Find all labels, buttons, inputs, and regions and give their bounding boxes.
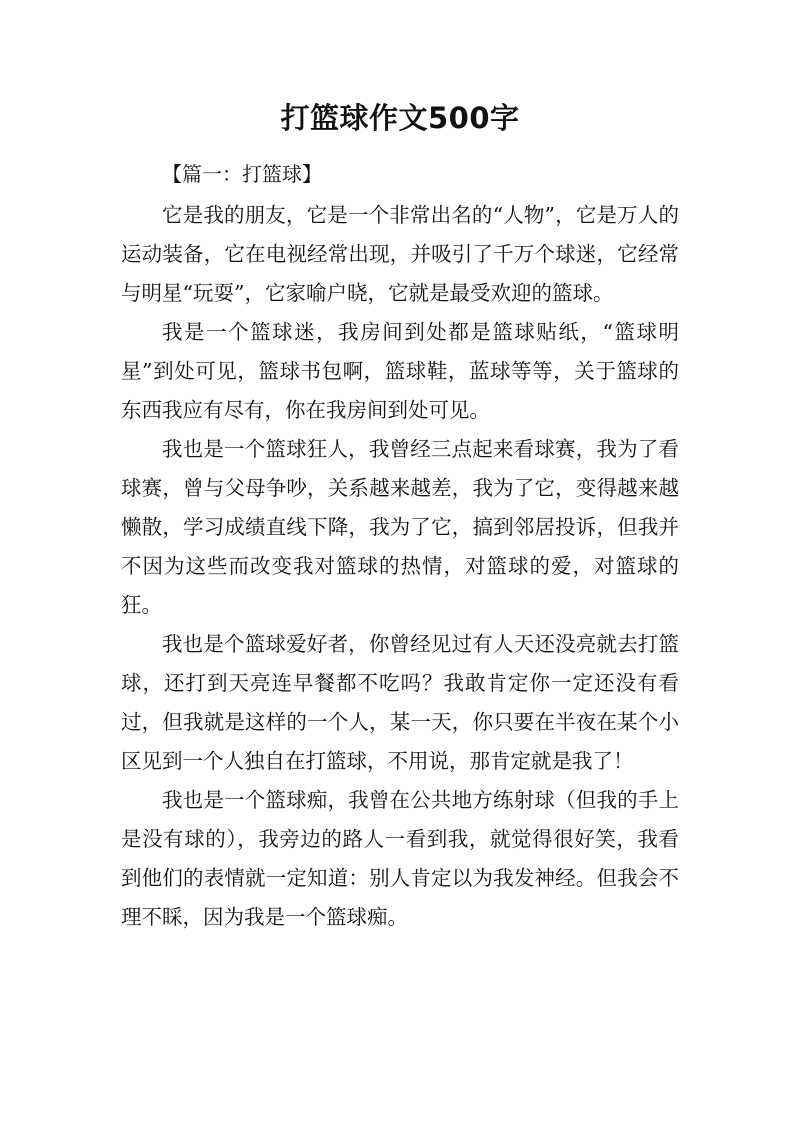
essay-body [121, 196, 679, 937]
paragraph: 我也是一个篮球狂人，我曾经三点起来看球赛，我为了看球赛，曾与父母争吵，关系越来越差，我为了它，变得越来越懒散，学习成绩直线下降，我为了它，搞到邻居投诉，但我并不因为这些而改变我对篮球的热情，对篮球的爱，对篮球的狂。 [121, 437, 679, 617]
paragraph: 它是我的朋友，它是一个非常出名的“人物”，它是万人的运动装备，它在电视经常出现，并吸引了千万个球迷，它经常与明星“玩耍”，它家喻户晓，它就是最受欢迎的篮球。 [121, 203, 679, 305]
paragraph: 我是一个篮球迷，我房间到处都是篮球贴纸，“篮球明星”到处可见，篮球书包啊，篮球鞋，蓝球等等，关于篮球的东西我应有尽有，你在我房间到处可见。 [121, 320, 679, 422]
paragraph: 我也是一个篮球痴，我曾在公共地方练射球（但我的手上是没有球的），我旁边的路人一看到我，就觉得很好笑，我看到他们的表情就一定知道：别人肯定以为我发神经。但我会不理不睬，因为我是一个篮球痴。 [121, 788, 679, 929]
document-title: 打篮球作文500字 [280, 101, 520, 135]
section-heading: 【篇一：打篮球】 [162, 162, 322, 186]
paragraph: 我也是个篮球爱好者，你曾经见过有人天还没亮就去打篮球，还打到天亮连早餐都不吃吗？我敢肯定你一定还没有看过，但我就是这样的一个人，某一天，你只要在半夜在某个小区见到一个人独自在打篮球，不用说，那肯定就是我了！ [121, 632, 679, 773]
